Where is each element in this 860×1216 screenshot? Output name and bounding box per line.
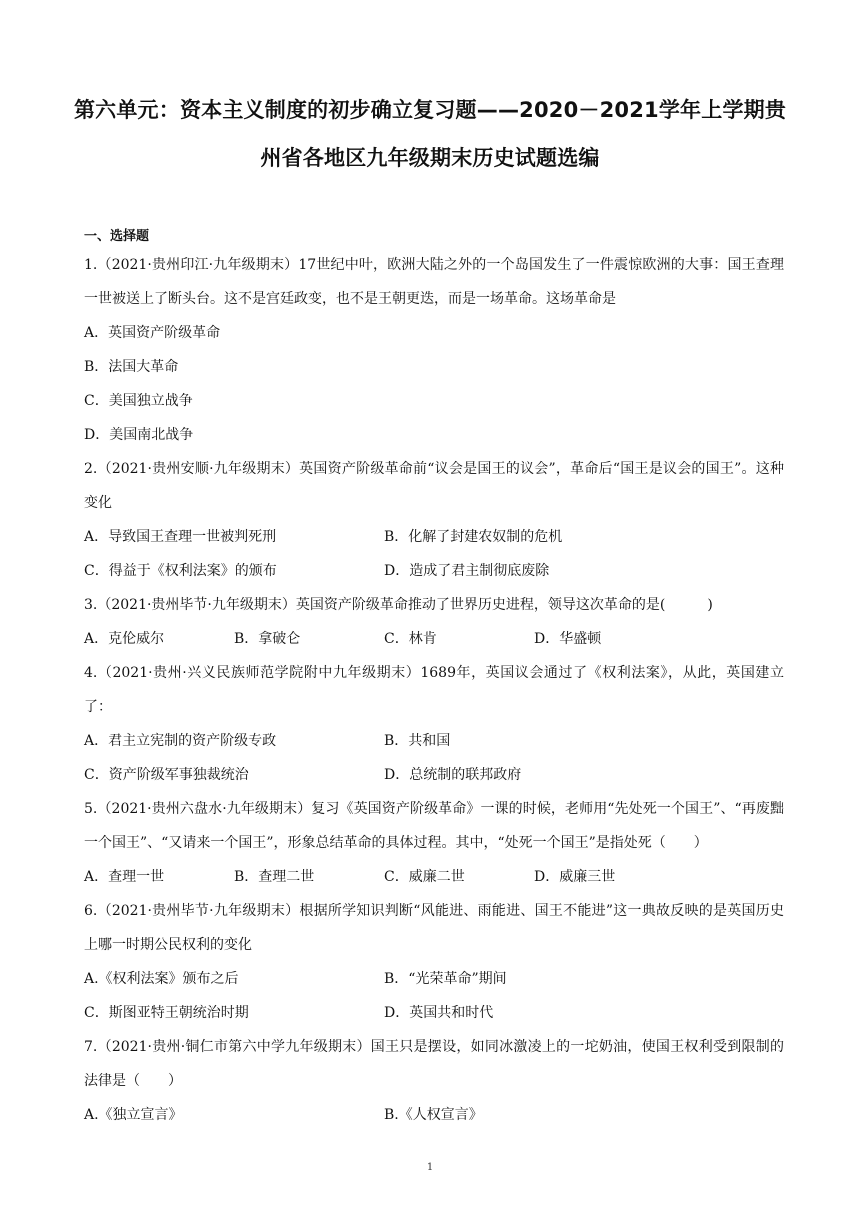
option-c: C．美国独立战争 [84,393,193,409]
option-row [84,554,784,588]
option-d: D．美国南北战争 [84,427,194,443]
option-row [84,622,784,656]
option-row [84,758,784,792]
option-row [84,418,784,452]
page-number: 1 [426,1162,434,1173]
option-row [84,962,784,996]
question-1 [84,248,784,452]
option-b: B．共和国 [384,733,451,749]
section-heading: 一、选择题 [84,229,150,244]
option-row [84,1098,784,1132]
option-a: A.《独立宣言》 [84,1107,183,1123]
page-title: 第六单元：资本主义制度的初步确立复习题——2020－2021学年上学期贵州省各地区九年级期末历史试题选编 [73,98,787,170]
question-stem: 3.（2021·贵州毕节·九年级期末）英国资产阶级革命推动了世界历史进程，领导这次革命的是( ) [84,597,713,613]
option-b: B．拿破仑 [234,631,301,647]
option-d: D．威廉三世 [534,869,616,885]
option-d: D．总统制的联邦政府 [384,767,522,783]
option-d: D．华盛顿 [534,631,602,647]
option-row [84,520,784,554]
question-stem: 1.（2021·贵州印江·九年级期末）17世纪中叶，欧洲大陆之外的一个岛国发生了一件震惊欧洲的大事：国王查理一世被送上了断头台。这不是宫廷政变，也不是王朝更迭，而是一场革命。这场革命是 [84,257,784,307]
option-a: A.《权利法案》颁布之后 [84,971,239,987]
option-a: A．克伦威尔 [84,631,165,647]
option-row [84,350,784,384]
question-3 [84,588,784,656]
question-stem: 2.（2021·贵州安顺·九年级期末）英国资产阶级革命前“议会是国王的议会”，革命后“国王是议会的国王”。这种变化 [84,461,784,511]
option-row [84,724,784,758]
option-a: A．导致国王查理一世被判死刑 [84,529,277,545]
option-c: C．林肯 [384,631,437,647]
question-7 [84,1030,784,1132]
question-stem: 6.（2021·贵州毕节·九年级期末）根据所学知识判断“风能进、雨能进、国王不能进”这一典故反映的是英国历史上哪一时期公民权利的变化 [84,903,784,953]
option-d: D．造成了君主制彻底废除 [384,563,550,579]
option-b: B．查理二世 [234,869,315,885]
option-c: C．得益于《权利法案》的颁布 [84,563,277,579]
option-b: B．法国大革命 [84,359,179,375]
option-b: B．“光荣革命”期间 [384,971,507,987]
option-b: B．化解了封建农奴制的危机 [384,529,563,545]
option-c: C．资产阶级军事独裁统治 [84,767,249,783]
question-4 [84,656,784,792]
question-list [84,248,784,1132]
option-c: C．威廉二世 [384,869,465,885]
question-stem: 4.（2021·贵州·兴义民族师范学院附中九年级期末）1689年，英国议会通过了《权利法案》，从此，英国建立了： [84,665,784,715]
question-stem: 5.（2021·贵州六盘水·九年级期末）复习《英国资产阶级革命》一课的时候，老师用“先处死一个国王”、“再废黜一个国王”、“又请来一个国王”，形象总结革命的具体过程。其中，“处死一个国王”是指处死（ ） [84,801,784,851]
option-a: A．君主立宪制的资产阶级专政 [84,733,277,749]
question-6 [84,894,784,1030]
option-d: D．英国共和时代 [384,1005,494,1021]
question-2 [84,452,784,588]
question-stem: 7.（2021·贵州·铜仁市第六中学九年级期末）国王只是摆设，如同冰激凌上的一坨奶油，使国王权利受到限制的法律是（ ） [84,1039,784,1089]
option-c: C．斯图亚特王朝统治时期 [84,1005,249,1021]
option-a: A．英国资产阶级革命 [84,325,221,341]
option-row [84,860,784,894]
option-row [84,316,784,350]
option-a: A．查理一世 [84,869,165,885]
option-b: B.《人权宣言》 [384,1107,483,1123]
question-5 [84,792,784,894]
option-row [84,384,784,418]
option-row [84,996,784,1030]
